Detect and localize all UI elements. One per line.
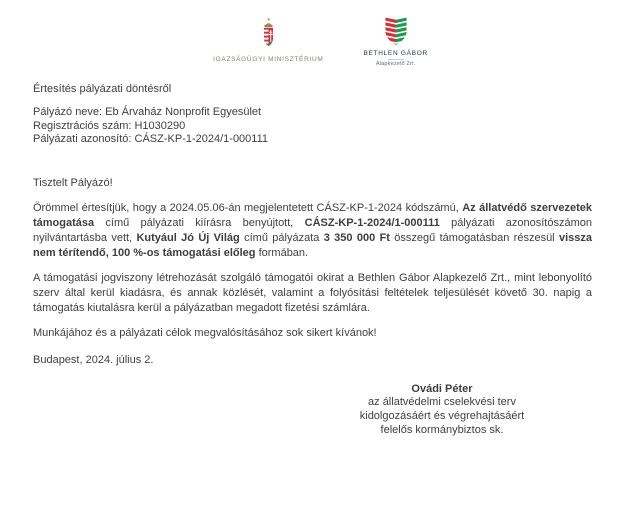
signature-name: Ovádi Péter xyxy=(411,382,473,395)
bga-caption-divider xyxy=(388,59,404,60)
ministry-caption: IGAZSÁGÜGYI MINISZTÉRIUM xyxy=(213,56,324,63)
signature-block xyxy=(322,383,562,437)
application-id-label: Pályázati azonosító: xyxy=(33,133,132,146)
application-id-line xyxy=(33,133,592,147)
applicant-name-line xyxy=(33,106,592,120)
signature-title-line: az állatvédelmi cselekvési terv xyxy=(368,396,516,409)
bga-shield-icon xyxy=(383,16,409,46)
document-subject: Értesítés pályázati döntésről xyxy=(33,83,172,95)
date-line: Budapest, 2024. július 2. xyxy=(33,353,154,366)
applicant-name-value: Eb Árvaház Nonprofit Egyesület xyxy=(105,106,262,118)
ministry-logo xyxy=(213,16,323,63)
bga-subcaption: Alapkezelő Zrt. xyxy=(375,61,416,67)
registration-number-label: Regisztrációs szám: xyxy=(33,119,132,132)
logo-header xyxy=(8,0,625,67)
bga-caption: BETHLEN GÁBOR xyxy=(363,50,428,57)
signature-title-line: kidolgozásáért és végrehajtásáért xyxy=(359,409,525,422)
applicant-name-label: Pályázó neve: xyxy=(33,106,103,118)
registration-number-value: H1030290 xyxy=(134,119,186,132)
application-id-value: CÁSZ-KP-1-2024/1-000111 xyxy=(134,133,269,146)
disbursement-paragraph: A támogatási jogviszony létrehozását szolgáló támogatói okirat a Bethlen Gábor Alapkezelő Zrt., mint lebonyolító szerv által kerül kiadásra, és annak közlését, valamint a folyósítási feltételek teljesülését követő 30. napig a támogatás kiutalásra kerül a pályázatban megadott fizetési számlára. xyxy=(33,271,592,314)
letter-body xyxy=(0,82,625,437)
closing-line: Munkájához és a pályázati célok megvalósításához sok sikert kívánok! xyxy=(33,326,377,339)
applicant-info-block xyxy=(33,106,592,147)
bga-logo xyxy=(363,16,427,67)
hungarian-coat-of-arms-icon xyxy=(257,16,280,52)
signature-title-line: felelős kormánybiztos sk. xyxy=(380,423,504,436)
salutation: Tisztelt Pályázó! xyxy=(33,176,113,189)
registration-number-line xyxy=(33,120,592,134)
decision-paragraph: Örömmel értesítjük, hogy a 2024.05.06-án megjelentetett CÁSZ-KP-1-2024 kódszámú, Az állatvédő szervezetek támogatása című pályázati kiírásra benyújtott, CÁSZ-KP-1-2024/1-000111 pályázati azonosítószámon nyilvántartásba vett, Kutyául Jó Új Világ című pályázata 3 350 000 Ft összegű támogatásban részesül vissza nem térítendő, 100 %-os támogatási előleg formában. xyxy=(33,201,593,259)
